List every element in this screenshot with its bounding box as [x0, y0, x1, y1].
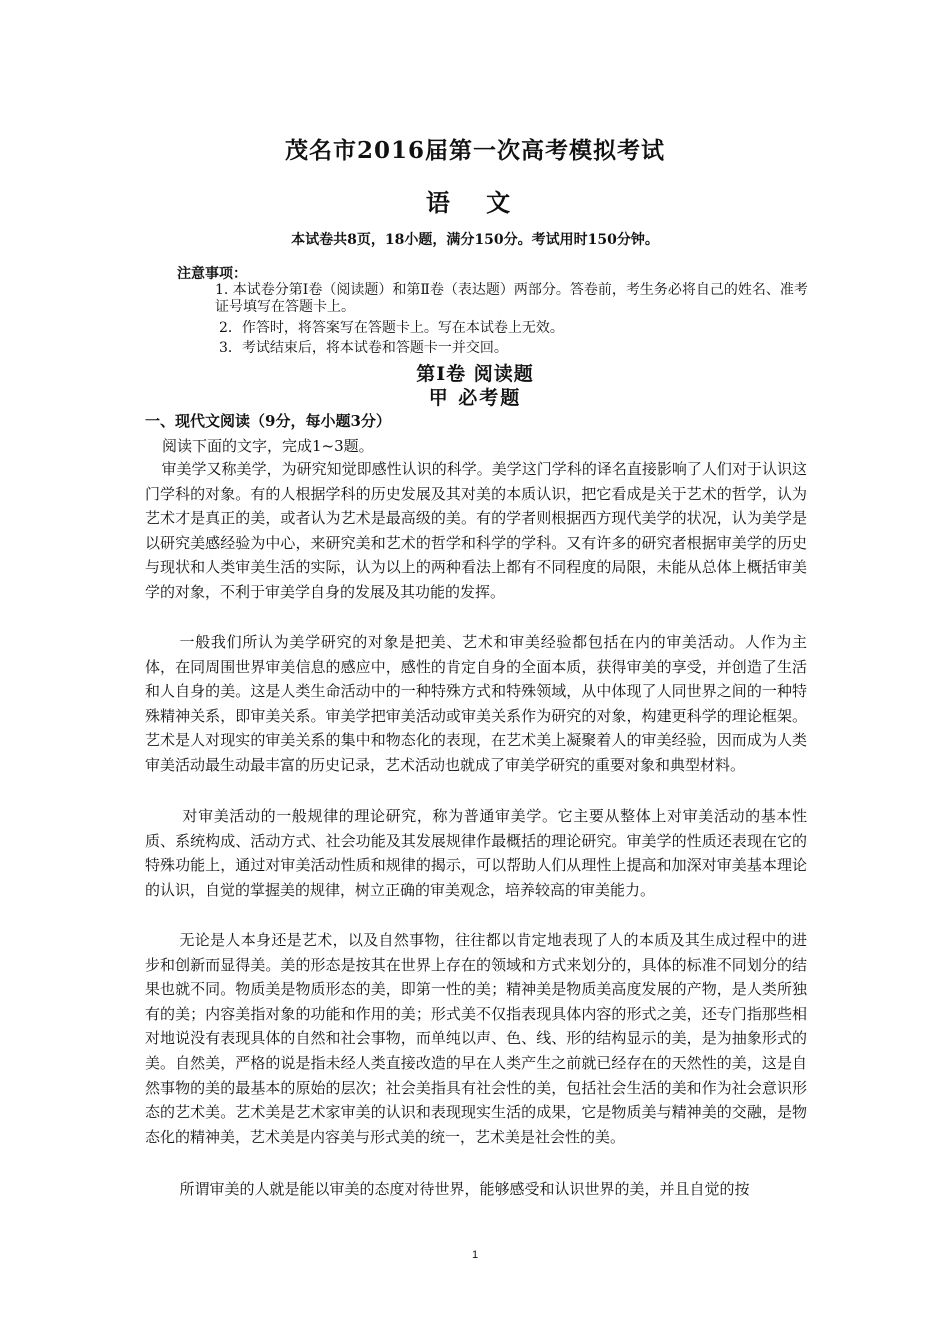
volume-title: 第I卷 阅读题: [416, 363, 534, 385]
notice-item: 2．作答时，将答案写在答题卡上。写在本试卷上无效。: [219, 320, 564, 336]
reading-instruction: 阅读下面的文字，完成1~3题。: [162, 437, 374, 455]
volume-subtitle: 甲 必考题: [428, 387, 522, 409]
passage-paragraph: 审美学又称美学，为研究知觉即感性认识的科学。美学这门学科的译名直接影响了人们对于认识这门学科的对象。有的人根据学科的历史发展及其对美的本质认识，把它看成是关于艺术的哲学，认为艺术才是真正的美，或者认为艺术是最高级的美。有的学者则根据西方现代美学的状况，认为美学是以研究美感经验为中心，来研究美和艺术的哲学和科学的学科。又有许多的研究者根据审美学的历史与现状和人类审美生活的实际，认为以上的两种看法上都有不同程度的局限，未能从总体上概括审美学的对象，不利于审美学自身的发展及其功能的发挥。: [145, 460, 807, 601]
notice-item: 1. 本试卷分第Ⅰ卷（阅读题）和第Ⅱ卷（表达题）两部分。答卷前，考生务必将自己的姓名、准考证号填写在答题卡上。: [215, 282, 808, 315]
passage-paragraph: 所谓审美的人就是能以审美的态度对待世界，能够感受和认识世界的美，并且自觉的按: [179, 1180, 750, 1198]
subject-title: 语 文: [425, 188, 525, 217]
exam-title: 茂名市2016届第一次高考模拟考试: [284, 137, 665, 164]
exam-info: 本试卷共8页，18小题，满分150分。考试用时150分钟。: [291, 232, 659, 248]
page-number: 1: [471, 1249, 479, 1261]
passage-paragraph: 一般我们所认为美学研究的对象是把美、艺术和审美经验都包括在内的审美活动。人作为主体，在同周围世界审美信息的感应中，感性的肯定自身的全面本质，获得审美的享受，并创造了生活和人自身的美。这是人类生命活动中的一种特殊方式和特殊领域，从中体现了人同世界之间的一种特殊精神关系，即审美关系。审美学把审美活动或审美关系作为研究的对象，构建更科学的理论框架。艺术是人对现实的审美关系的集中和物态化的表现，在艺术美上凝聚着人的审美经验，因而成为人类审美活动最生动最丰富的历史记录，艺术活动也就成了审美学研究的重要对象和典型材料。: [145, 633, 807, 774]
notice-heading: 注意事项：: [177, 266, 247, 282]
passage-paragraph: 无论是人本身还是艺术，以及自然事物，往往都以肯定地表现了人的本质及其生成过程中的进步和创新而显得美。美的形态是按其在世界上存在的领域和方式来划分的，具体的标准不同划分的结果也就不同。物质美是物质形态的美，即第一性的美；精神美是物质美高度发展的产物，是人类所独有的美；内容美指对象的功能和作用的美；形式美不仅指表现具体内容的形式之美，还专门指那些相对地说没有表现具体的自然和社会事物，而单纯以声、色、线、形的结构显示的美，是为抽象形式的美。自然美，严格的说是指未经人类直接改造的早在人类产生之前就已经存在的天然性的美，这是自然事物的美的最基本的原始的层次；社会美指具有社会性的美，包括社会生活的美和作为社会意识形态的艺术美。艺术美是艺术家审美的认识和表现现实生活的成果，它是物质美与精神美的交融，是物态化的精神美，艺术美是内容美与形式美的统一，艺术美是社会性的美。: [145, 931, 807, 1146]
passage-paragraph: 对审美活动的一般规律的理论研究，称为普通审美学。它主要从整体上对审美活动的基本性质、系统构成、活动方式、社会功能及其发展规律作最概括的理论研究。审美学的性质还表现在它的特殊功能上，通过对审美活动性质和规律的揭示，可以帮助人们从理性上提高和加深对审美基本理论的认识，自觉的掌握美的规律，树立正确的审美观念，培养较高的审美能力。: [145, 807, 807, 899]
section-title: 一、现代文阅读（9分，每小题3分）: [145, 412, 391, 430]
notice-item: 3．考试结束后，将本试卷和答题卡一并交回。: [219, 340, 508, 356]
